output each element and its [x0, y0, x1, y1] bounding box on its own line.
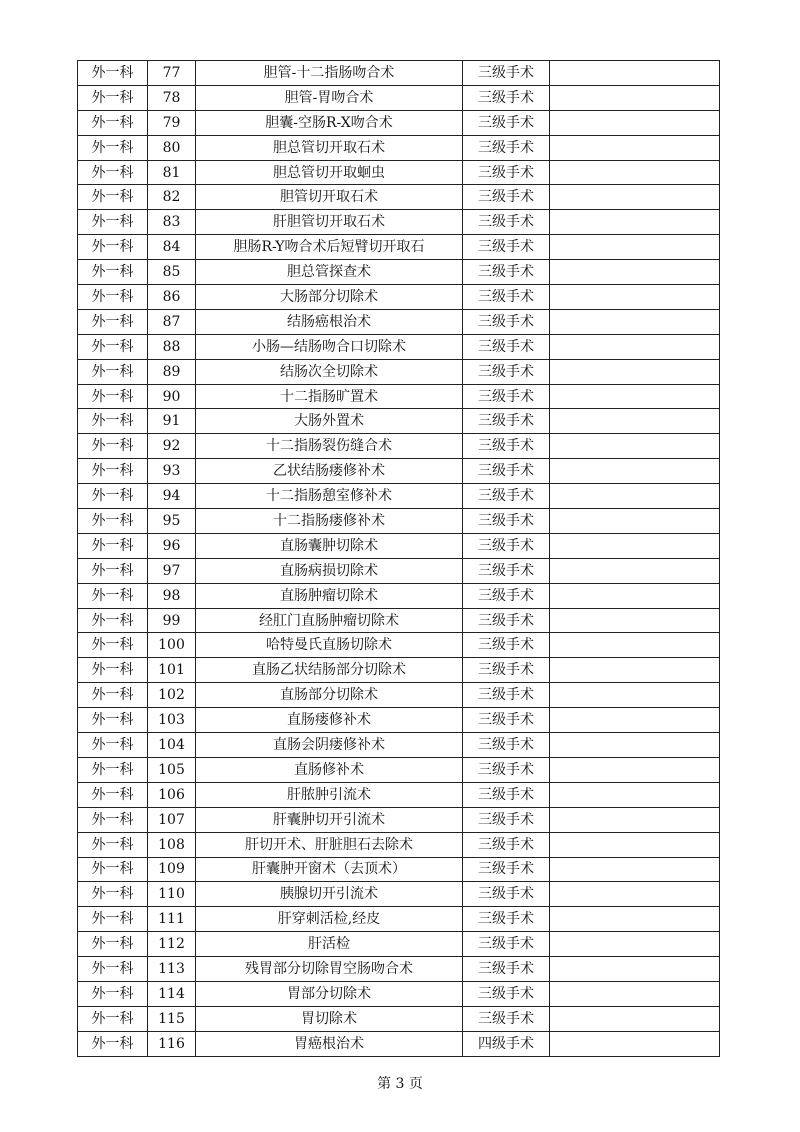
- procedure-name-cell: 直肠囊肿切除术: [196, 533, 463, 558]
- remark-cell: [550, 583, 720, 608]
- procedure-name-cell: 乙状结肠瘘修补术: [196, 459, 463, 484]
- number-cell: 93: [148, 459, 196, 484]
- number-cell: 77: [148, 61, 196, 86]
- department-cell: 外一科: [78, 509, 148, 534]
- department-cell: 外一科: [78, 533, 148, 558]
- department-cell: 外一科: [78, 981, 148, 1006]
- table-row: [78, 409, 720, 434]
- department-cell: 外一科: [78, 210, 148, 235]
- number-cell: 106: [148, 782, 196, 807]
- procedure-name-cell: 结肠次全切除术: [196, 359, 463, 384]
- number-cell: 112: [148, 932, 196, 957]
- table-row: [78, 708, 720, 733]
- number-cell: 83: [148, 210, 196, 235]
- procedure-name-cell: 胃切除术: [196, 1006, 463, 1031]
- number-cell: 92: [148, 434, 196, 459]
- table-row: [78, 957, 720, 982]
- number-cell: 90: [148, 384, 196, 409]
- remark-cell: [550, 782, 720, 807]
- remark-cell: [550, 160, 720, 185]
- procedure-name-cell: 胆总管切开取石术: [196, 135, 463, 160]
- procedure-name-cell: 结肠癌根治术: [196, 309, 463, 334]
- surgery-level-cell: 三级手术: [463, 807, 550, 832]
- procedure-name-cell: 肝胆管切开取石术: [196, 210, 463, 235]
- department-cell: 外一科: [78, 409, 148, 434]
- page-number: 第 3 页: [377, 1076, 423, 1092]
- table-row: [78, 434, 720, 459]
- number-cell: 95: [148, 509, 196, 534]
- table-row: [78, 757, 720, 782]
- surgery-level-cell: 三级手术: [463, 384, 550, 409]
- surgery-level-cell: 三级手术: [463, 359, 550, 384]
- number-cell: 105: [148, 757, 196, 782]
- procedure-name-cell: 胆总管切开取蛔虫: [196, 160, 463, 185]
- department-cell: 外一科: [78, 61, 148, 86]
- surgery-level-cell: 三级手术: [463, 285, 550, 310]
- remark-cell: [550, 608, 720, 633]
- surgery-table: [77, 60, 720, 1057]
- department-cell: 外一科: [78, 110, 148, 135]
- remark-cell: [550, 484, 720, 509]
- procedure-name-cell: 直肠病损切除术: [196, 558, 463, 583]
- procedure-name-cell: 胰腺切开引流术: [196, 882, 463, 907]
- table-row: [78, 907, 720, 932]
- remark-cell: [550, 384, 720, 409]
- surgery-level-cell: 三级手术: [463, 708, 550, 733]
- department-cell: 外一科: [78, 907, 148, 932]
- table-row: [78, 359, 720, 384]
- procedure-name-cell: 肝囊肿切开引流术: [196, 807, 463, 832]
- remark-cell: [550, 932, 720, 957]
- number-cell: 109: [148, 857, 196, 882]
- number-cell: 82: [148, 185, 196, 210]
- department-cell: 外一科: [78, 185, 148, 210]
- number-cell: 99: [148, 608, 196, 633]
- remark-cell: [550, 558, 720, 583]
- procedure-name-cell: 胆总管探查术: [196, 260, 463, 285]
- remark-cell: [550, 61, 720, 86]
- number-cell: 110: [148, 882, 196, 907]
- department-cell: 外一科: [78, 459, 148, 484]
- remark-cell: [550, 857, 720, 882]
- department-cell: 外一科: [78, 135, 148, 160]
- department-cell: 外一科: [78, 235, 148, 260]
- remark-cell: [550, 633, 720, 658]
- table-row: [78, 135, 720, 160]
- remark-cell: [550, 757, 720, 782]
- department-cell: 外一科: [78, 708, 148, 733]
- number-cell: 100: [148, 633, 196, 658]
- number-cell: 97: [148, 558, 196, 583]
- surgery-level-cell: 三级手术: [463, 484, 550, 509]
- remark-cell: [550, 135, 720, 160]
- table-row: [78, 807, 720, 832]
- department-cell: 外一科: [78, 1031, 148, 1056]
- table-row: [78, 235, 720, 260]
- number-cell: 111: [148, 907, 196, 932]
- department-cell: 外一科: [78, 857, 148, 882]
- number-cell: 94: [148, 484, 196, 509]
- remark-cell: [550, 1006, 720, 1031]
- surgery-level-cell: 三级手术: [463, 981, 550, 1006]
- table-row: [78, 583, 720, 608]
- number-cell: 107: [148, 807, 196, 832]
- surgery-level-cell: 三级手术: [463, 608, 550, 633]
- number-cell: 98: [148, 583, 196, 608]
- remark-cell: [550, 807, 720, 832]
- table-row: [78, 1031, 720, 1056]
- surgery-level-cell: 三级手术: [463, 857, 550, 882]
- remark-cell: [550, 683, 720, 708]
- surgery-level-cell: 三级手术: [463, 85, 550, 110]
- remark-cell: [550, 533, 720, 558]
- procedure-name-cell: 大肠外置术: [196, 409, 463, 434]
- department-cell: 外一科: [78, 484, 148, 509]
- procedure-name-cell: 直肠会阴瘘修补术: [196, 733, 463, 758]
- surgery-level-cell: 三级手术: [463, 782, 550, 807]
- table-row: [78, 857, 720, 882]
- surgery-level-cell: 三级手术: [463, 434, 550, 459]
- number-cell: 104: [148, 733, 196, 758]
- procedure-name-cell: 十二指肠旷置术: [196, 384, 463, 409]
- procedure-name-cell: 胃部分切除术: [196, 981, 463, 1006]
- number-cell: 101: [148, 658, 196, 683]
- procedure-name-cell: 直肠部分切除术: [196, 683, 463, 708]
- department-cell: 外一科: [78, 160, 148, 185]
- surgery-level-cell: 三级手术: [463, 757, 550, 782]
- department-cell: 外一科: [78, 260, 148, 285]
- surgery-level-cell: 三级手术: [463, 533, 550, 558]
- procedure-name-cell: 十二指肠裂伤缝合术: [196, 434, 463, 459]
- procedure-name-cell: 胆肠R-Y吻合术后短臂切开取石: [196, 235, 463, 260]
- table-row: [78, 309, 720, 334]
- number-cell: 116: [148, 1031, 196, 1056]
- procedure-name-cell: 经肛门直肠肿瘤切除术: [196, 608, 463, 633]
- table-row: [78, 882, 720, 907]
- surgery-level-cell: 三级手术: [463, 509, 550, 534]
- surgery-level-cell: 三级手术: [463, 932, 550, 957]
- number-cell: 89: [148, 359, 196, 384]
- department-cell: 外一科: [78, 782, 148, 807]
- department-cell: 外一科: [78, 957, 148, 982]
- remark-cell: [550, 359, 720, 384]
- procedure-name-cell: 肝脓肿引流术: [196, 782, 463, 807]
- department-cell: 外一科: [78, 583, 148, 608]
- number-cell: 88: [148, 334, 196, 359]
- surgery-level-cell: 三级手术: [463, 658, 550, 683]
- table-row: [78, 733, 720, 758]
- remark-cell: [550, 733, 720, 758]
- department-cell: 外一科: [78, 683, 148, 708]
- table-row: [78, 459, 720, 484]
- remark-cell: [550, 658, 720, 683]
- number-cell: 81: [148, 160, 196, 185]
- surgery-level-cell: 三级手术: [463, 1006, 550, 1031]
- procedure-name-cell: 十二指肠瘘修补术: [196, 509, 463, 534]
- surgery-level-cell: 三级手术: [463, 683, 550, 708]
- table-row: [78, 384, 720, 409]
- number-cell: 84: [148, 235, 196, 260]
- department-cell: 外一科: [78, 384, 148, 409]
- table-row: [78, 185, 720, 210]
- department-cell: 外一科: [78, 85, 148, 110]
- table-row: [78, 533, 720, 558]
- remark-cell: [550, 309, 720, 334]
- table-row: [78, 633, 720, 658]
- surgery-level-cell: 三级手术: [463, 260, 550, 285]
- table-row: [78, 85, 720, 110]
- remark-cell: [550, 85, 720, 110]
- table-row: [78, 210, 720, 235]
- procedure-name-cell: 大肠部分切除术: [196, 285, 463, 310]
- table-row: [78, 285, 720, 310]
- surgery-level-cell: 三级手术: [463, 583, 550, 608]
- table-row: [78, 1006, 720, 1031]
- surgery-level-cell: 三级手术: [463, 185, 550, 210]
- department-cell: 外一科: [78, 608, 148, 633]
- remark-cell: [550, 708, 720, 733]
- surgery-level-cell: 三级手术: [463, 61, 550, 86]
- procedure-name-cell: 肝活检: [196, 932, 463, 957]
- remark-cell: [550, 459, 720, 484]
- number-cell: 78: [148, 85, 196, 110]
- procedure-name-cell: 胆囊-空肠R-X吻合术: [196, 110, 463, 135]
- table-row: [78, 608, 720, 633]
- surgery-level-cell: 三级手术: [463, 733, 550, 758]
- procedure-name-cell: 残胃部分切除胃空肠吻合术: [196, 957, 463, 982]
- remark-cell: [550, 882, 720, 907]
- number-cell: 85: [148, 260, 196, 285]
- table-row: [78, 932, 720, 957]
- procedure-name-cell: 胆管-胃吻合术: [196, 85, 463, 110]
- table-row: [78, 981, 720, 1006]
- number-cell: 108: [148, 832, 196, 857]
- department-cell: 外一科: [78, 882, 148, 907]
- number-cell: 102: [148, 683, 196, 708]
- remark-cell: [550, 185, 720, 210]
- remark-cell: [550, 434, 720, 459]
- remark-cell: [550, 110, 720, 135]
- surgery-level-cell: 三级手术: [463, 957, 550, 982]
- surgery-level-cell: 三级手术: [463, 558, 550, 583]
- department-cell: 外一科: [78, 832, 148, 857]
- table-row: [78, 683, 720, 708]
- surgery-level-cell: 三级手术: [463, 409, 550, 434]
- procedure-name-cell: 肝穿刺活检,经皮: [196, 907, 463, 932]
- department-cell: 外一科: [78, 733, 148, 758]
- department-cell: 外一科: [78, 1006, 148, 1031]
- table-row: [78, 484, 720, 509]
- surgery-level-cell: 三级手术: [463, 210, 550, 235]
- remark-cell: [550, 409, 720, 434]
- table-row: [78, 658, 720, 683]
- surgery-level-cell: 三级手术: [463, 135, 550, 160]
- remark-cell: [550, 210, 720, 235]
- department-cell: 外一科: [78, 658, 148, 683]
- procedure-name-cell: 肝切开术、肝脏胆石去除术: [196, 832, 463, 857]
- table-row: [78, 558, 720, 583]
- remark-cell: [550, 832, 720, 857]
- procedure-name-cell: 胆管切开取石术: [196, 185, 463, 210]
- remark-cell: [550, 285, 720, 310]
- remark-cell: [550, 334, 720, 359]
- table-row: [78, 61, 720, 86]
- surgery-level-cell: 三级手术: [463, 907, 550, 932]
- department-cell: 外一科: [78, 633, 148, 658]
- remark-cell: [550, 509, 720, 534]
- procedure-name-cell: 小肠—结肠吻合口切除术: [196, 334, 463, 359]
- surgery-level-cell: 三级手术: [463, 110, 550, 135]
- number-cell: 87: [148, 309, 196, 334]
- number-cell: 96: [148, 533, 196, 558]
- remark-cell: [550, 907, 720, 932]
- procedure-name-cell: 十二指肠憩室修补术: [196, 484, 463, 509]
- number-cell: 113: [148, 957, 196, 982]
- number-cell: 80: [148, 135, 196, 160]
- surgery-level-cell: 三级手术: [463, 633, 550, 658]
- number-cell: 86: [148, 285, 196, 310]
- surgery-level-cell: 三级手术: [463, 235, 550, 260]
- department-cell: 外一科: [78, 434, 148, 459]
- table-body: [78, 61, 720, 1057]
- table-row: [78, 782, 720, 807]
- department-cell: 外一科: [78, 359, 148, 384]
- remark-cell: [550, 235, 720, 260]
- department-cell: 外一科: [78, 334, 148, 359]
- surgery-level-cell: 三级手术: [463, 334, 550, 359]
- department-cell: 外一科: [78, 932, 148, 957]
- number-cell: 114: [148, 981, 196, 1006]
- number-cell: 115: [148, 1006, 196, 1031]
- surgery-level-cell: 三级手术: [463, 882, 550, 907]
- procedure-name-cell: 直肠肿瘤切除术: [196, 583, 463, 608]
- surgery-level-cell: 三级手术: [463, 309, 550, 334]
- surgery-level-cell: 三级手术: [463, 160, 550, 185]
- number-cell: 103: [148, 708, 196, 733]
- department-cell: 外一科: [78, 309, 148, 334]
- procedure-name-cell: 胆管-十二指肠吻合术: [196, 61, 463, 86]
- procedure-name-cell: 直肠修补术: [196, 757, 463, 782]
- procedure-name-cell: 直肠乙状结肠部分切除术: [196, 658, 463, 683]
- table-row: [78, 832, 720, 857]
- table-row: [78, 509, 720, 534]
- number-cell: 79: [148, 110, 196, 135]
- department-cell: 外一科: [78, 285, 148, 310]
- procedure-name-cell: 直肠瘘修补术: [196, 708, 463, 733]
- department-cell: 外一科: [78, 807, 148, 832]
- procedure-name-cell: 胃癌根治术: [196, 1031, 463, 1056]
- remark-cell: [550, 260, 720, 285]
- procedure-name-cell: 哈特曼氏直肠切除术: [196, 633, 463, 658]
- table-row: [78, 334, 720, 359]
- surgery-level-cell: 三级手术: [463, 459, 550, 484]
- table-row: [78, 110, 720, 135]
- remark-cell: [550, 981, 720, 1006]
- department-cell: 外一科: [78, 558, 148, 583]
- surgery-level-cell: 三级手术: [463, 832, 550, 857]
- procedure-name-cell: 肝囊肿开窗术（去顶术）: [196, 857, 463, 882]
- number-cell: 91: [148, 409, 196, 434]
- surgery-level-cell: 四级手术: [463, 1031, 550, 1056]
- table-row: [78, 260, 720, 285]
- remark-cell: [550, 957, 720, 982]
- department-cell: 外一科: [78, 757, 148, 782]
- remark-cell: [550, 1031, 720, 1056]
- table-row: [78, 160, 720, 185]
